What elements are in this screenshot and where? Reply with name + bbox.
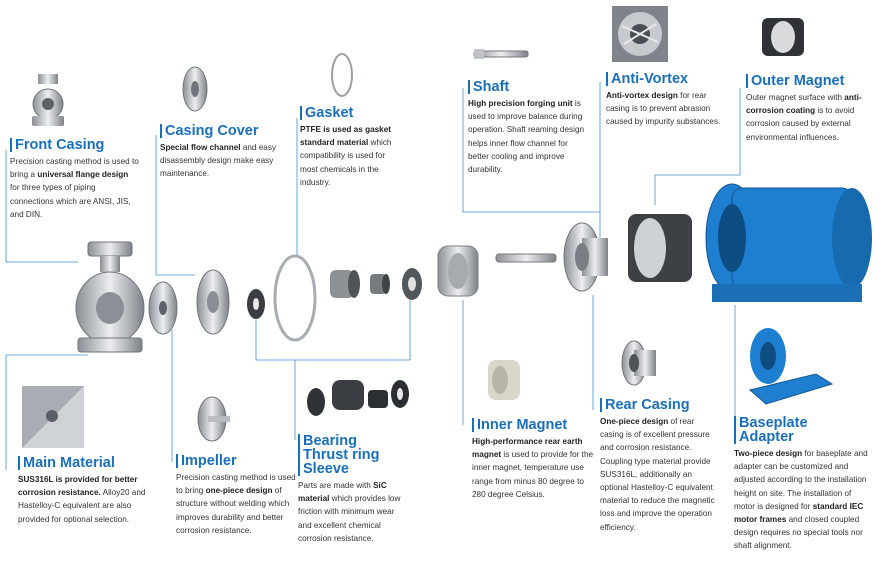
anti-vortex-desc xyxy=(606,89,728,129)
gasket-image xyxy=(270,252,320,344)
baseplate-thumb xyxy=(746,326,834,408)
desc-run: of structure without welding which improves durability and better corrosion resistance. xyxy=(176,486,290,535)
desc-bold-run: Anti-vortex design xyxy=(606,91,678,100)
outer-magnet-title: Outer Magnet xyxy=(746,74,874,88)
label-rear-casing xyxy=(600,398,720,534)
main-material-desc xyxy=(18,473,146,526)
impeller-image xyxy=(146,280,180,336)
rear-casing-image xyxy=(560,220,614,294)
label-anti-vortex xyxy=(606,72,728,129)
desc-run: Parts are made with xyxy=(298,481,374,490)
desc-run: is to avoid corrosion caused by external environmental influences. xyxy=(746,106,855,142)
desc-run: which provides low friction with minimum wear and excellent chemical corrosion resistance. xyxy=(298,494,401,543)
label-outer-magnet xyxy=(746,74,874,144)
rear-casing-desc xyxy=(600,415,720,534)
shaft-title: Shaft xyxy=(468,80,588,94)
bearing-thumb xyxy=(304,370,410,420)
baseplate-desc xyxy=(734,447,874,553)
desc-bold-run: universal flange design xyxy=(37,170,129,180)
label-inner-magnet xyxy=(472,418,594,501)
rear-casing-thumb xyxy=(620,338,660,388)
gasket-thumb xyxy=(330,52,354,98)
desc-run: for rear casing is to prevent abrasion caused by impurity substances. xyxy=(606,91,721,127)
desc-run: for baseplate and adapter can be customized and adjusted according to the installation height on site. The installation of motor is designed for xyxy=(734,449,868,511)
main-material-title: Main Material xyxy=(18,456,146,470)
main-material-photo xyxy=(22,386,84,448)
desc-bold-run: standard IEC motor frames xyxy=(734,501,864,525)
front-casing-thumb xyxy=(28,72,68,130)
desc-run: for three types of piping connections which are ANSI, JIS, and DIN. xyxy=(10,183,131,219)
label-casing-cover xyxy=(160,124,292,181)
outer-magnet-thumb xyxy=(758,14,808,60)
casing-cover-desc xyxy=(160,141,292,181)
outer-magnet-image xyxy=(622,208,698,288)
desc-run: Precision casting method is used to bring a xyxy=(10,157,139,180)
anti-vortex-title: Anti-Vortex xyxy=(606,72,728,86)
desc-bold-run: Two-piece design xyxy=(734,449,803,458)
desc-bold-run: High-performance rear earth magnet xyxy=(472,437,583,460)
desc-run: and easy disassembly design make easy maintenance. xyxy=(160,143,277,179)
motor-adapter-image xyxy=(702,178,874,306)
gasket-title: Gasket xyxy=(300,106,402,120)
bearing-image xyxy=(326,262,426,306)
label-front-casing xyxy=(10,138,140,221)
desc-run: Alloy20 and Hastelloy-C equivalent are also provided for optional selection. xyxy=(18,488,146,524)
impeller-title: Impeller xyxy=(176,454,296,468)
casing-cover-thumb xyxy=(180,64,210,114)
shaft-image xyxy=(494,246,558,270)
impeller-desc xyxy=(176,471,296,537)
impeller-thumb xyxy=(194,394,230,444)
desc-bold-run: anti-corrosion coating xyxy=(746,93,862,116)
front-casing-title: Front Casing xyxy=(10,138,140,152)
desc-run: of rear casing is of excellent pressure and corrosion resistance. Coupling type material provide SUS316L, additionally an optional Hastelloy-C equivalent material to reduce the magnetic loss and improve the operation efficiency. xyxy=(600,417,715,532)
outer-magnet-desc xyxy=(746,91,874,144)
desc-bold-run: one-piece design xyxy=(205,486,273,496)
label-impeller xyxy=(176,454,296,537)
front-casing-image xyxy=(70,238,150,358)
label-baseplate xyxy=(734,416,874,553)
inner-magnet-image xyxy=(432,240,486,302)
desc-bold-run: One-piece design xyxy=(600,417,669,426)
casing-cover-image xyxy=(194,268,232,336)
desc-bold-run: SUS316L is provided for better corrosion resistance. xyxy=(18,475,138,498)
inner-magnet-title: Inner Magnet xyxy=(472,418,594,432)
shaft-desc xyxy=(468,97,588,176)
shaft-thumb xyxy=(472,44,530,64)
desc-run: is used to improve balance during operation. Shaft reaming design helps inner flow channel for better cooling and improve durability. xyxy=(468,99,585,175)
desc-bold-run: SiC material xyxy=(298,481,387,504)
bearing-title: Bearing Thrust ring Sleeve xyxy=(298,434,395,476)
desc-run: Outer magnet surface with xyxy=(746,93,845,102)
desc-run: Precision casting method is used to bring xyxy=(176,473,296,496)
label-bearing xyxy=(298,434,410,545)
inner-magnet-thumb xyxy=(484,354,524,404)
label-shaft xyxy=(468,80,588,176)
desc-bold-run: High precision forging unit xyxy=(468,99,573,108)
desc-run: and closed coupled design requires no special tools nor shaft alignment. xyxy=(734,515,863,551)
front-casing-desc xyxy=(10,155,140,221)
desc-bold-run: Special flow channel xyxy=(160,143,241,152)
bearing-desc xyxy=(298,479,410,545)
gasket-desc xyxy=(300,123,402,189)
rear-casing-title: Rear Casing xyxy=(600,398,720,412)
desc-run: which compatibility is used for most chemicals in the industry. xyxy=(300,138,392,187)
thrust-ring-image xyxy=(244,286,268,322)
label-main-material xyxy=(18,456,146,526)
label-gasket xyxy=(300,106,402,189)
inner-magnet-desc xyxy=(472,435,594,501)
anti-vortex-photo xyxy=(612,6,668,62)
desc-run: is used to provide for the inner magnet, temperature use range from minus 80 degree to 280 degree Celsius. xyxy=(472,450,594,499)
casing-cover-title: Casing Cover xyxy=(160,124,292,138)
baseplate-title: Baseplate Adapter xyxy=(734,416,819,444)
desc-bold-run: PTFE is used as gasket standard material xyxy=(300,125,392,148)
